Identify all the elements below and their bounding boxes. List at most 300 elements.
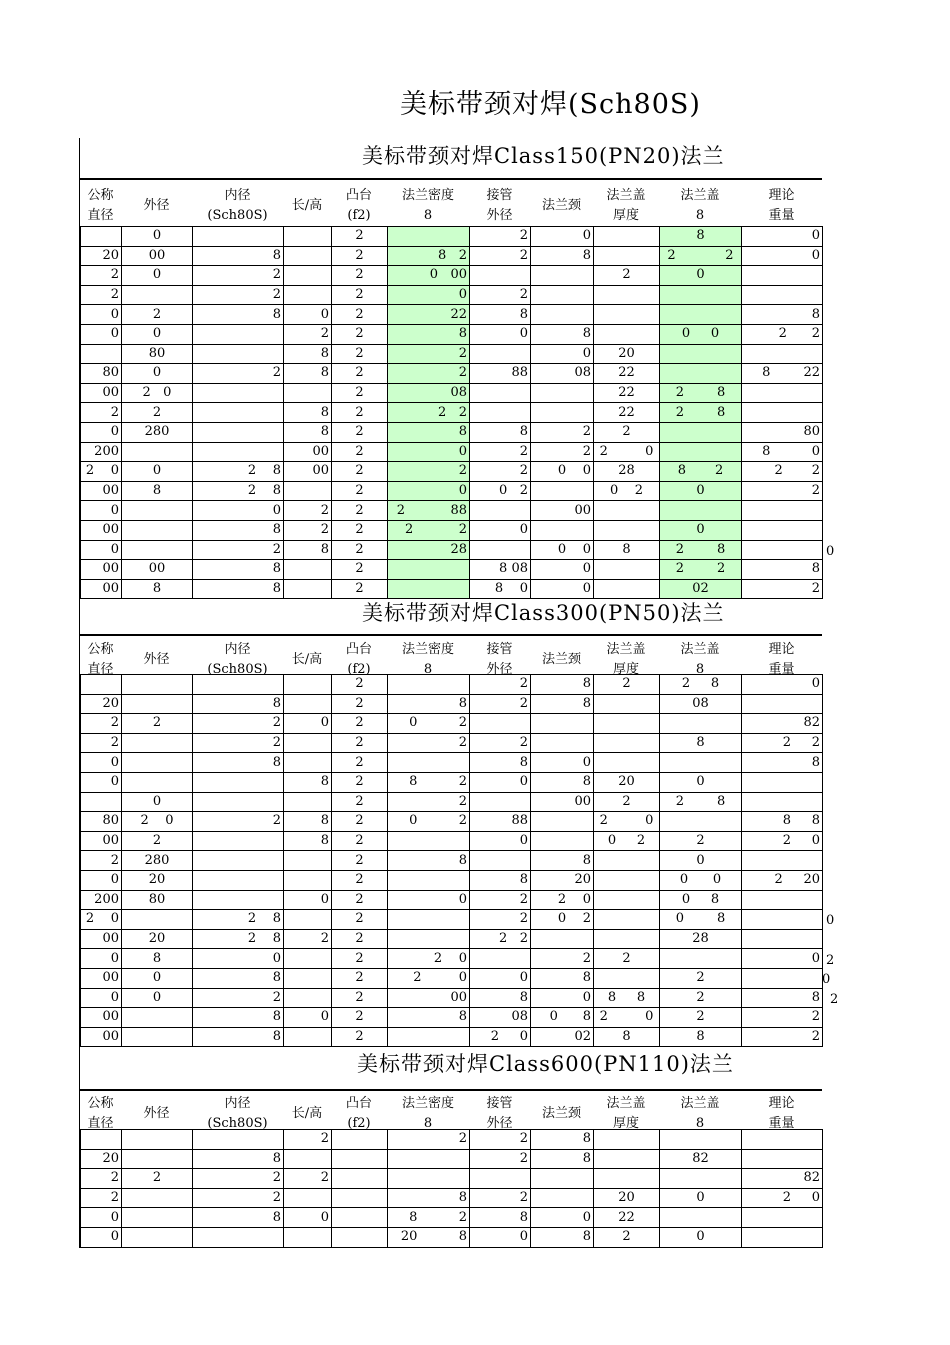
- table-cell: 2: [332, 540, 388, 560]
- table-cell: [594, 968, 660, 988]
- table-cell: 2: [193, 1169, 284, 1189]
- table-cell: [660, 1169, 742, 1189]
- table-cell: 2: [122, 403, 193, 423]
- table-cell: 2 8: [660, 403, 742, 423]
- table-cell: 2: [81, 1169, 122, 1189]
- table-cell: 0: [531, 1208, 594, 1228]
- table-cell: 2: [332, 968, 388, 988]
- table-cell: 8: [388, 1188, 470, 1208]
- table-cell: [660, 442, 742, 462]
- table-cell: [594, 560, 660, 580]
- table-cell: 08: [470, 1008, 531, 1028]
- table-cell: [388, 675, 470, 695]
- table-cell: 8: [594, 1027, 660, 1047]
- table-cell: 2: [470, 1149, 531, 1169]
- table-cell: 2: [81, 285, 122, 305]
- column-header-h6-line1: 法兰密度: [401, 642, 454, 657]
- table-cell: 2: [332, 1027, 388, 1047]
- table-cell: 80: [742, 422, 823, 442]
- table-cell: 20: [122, 870, 193, 890]
- table-cell: 0: [81, 422, 122, 442]
- table-row: [81, 851, 823, 871]
- table-cell: 00: [81, 1008, 122, 1028]
- table-cell: 2 0: [81, 910, 122, 930]
- table-cell: [388, 560, 470, 580]
- table-cell: 2: [388, 462, 470, 482]
- table-cell: [594, 501, 660, 521]
- table-cell: 0: [470, 831, 531, 851]
- table-cell: 2: [470, 462, 531, 482]
- column-header-h6-line1: 法兰密度: [401, 188, 454, 203]
- table-cell: 0: [81, 501, 122, 521]
- table-cell: 2: [470, 733, 531, 753]
- table-cell: [742, 383, 823, 403]
- table-cell: 00: [81, 560, 122, 580]
- table-cell: 2: [332, 910, 388, 930]
- table-cell: 8: [660, 1027, 742, 1047]
- table-cell: [660, 285, 742, 305]
- table-cell: 2 8: [193, 481, 284, 501]
- table-cell: [122, 1208, 193, 1228]
- table-cell: 00: [81, 383, 122, 403]
- table-cell: [81, 792, 122, 812]
- table-cell: 0: [122, 968, 193, 988]
- table-cell: 2: [332, 305, 388, 325]
- table-cell: 8: [742, 753, 823, 773]
- column-header-h10-line1: 法兰盖: [680, 1096, 720, 1111]
- table-cell: [284, 792, 332, 812]
- table-cell: [594, 929, 660, 949]
- table-cell: 2: [332, 753, 388, 773]
- table-cell: [193, 675, 284, 695]
- column-header-h10-line1: 法兰盖: [680, 642, 720, 657]
- table-cell: 8: [284, 540, 332, 560]
- table-cell: 2 8: [660, 540, 742, 560]
- table-cell: 280: [122, 422, 193, 442]
- table-cell: 2: [122, 831, 193, 851]
- table-cell: 200: [81, 442, 122, 462]
- table-row: [81, 910, 823, 930]
- table-row: [81, 890, 823, 910]
- table-cell: 00: [531, 792, 594, 812]
- table-cell: [531, 929, 594, 949]
- table-cell: [594, 733, 660, 753]
- table-cell: 2: [332, 383, 388, 403]
- table-cell: 2: [332, 501, 388, 521]
- table-cell: 2: [742, 579, 823, 599]
- table-cell: [193, 870, 284, 890]
- table-cell: 80: [122, 344, 193, 364]
- table-cell: 8: [531, 1149, 594, 1169]
- table-cell: [122, 910, 193, 930]
- table-cell: [332, 1130, 388, 1150]
- table-cell: [531, 831, 594, 851]
- table-cell: 8: [742, 988, 823, 1008]
- table-cell: [122, 520, 193, 540]
- table-cell: [388, 929, 470, 949]
- column-header-h1-line2: 直径: [87, 662, 114, 677]
- table-cell: 2: [332, 772, 388, 792]
- table-cell: 2: [742, 1008, 823, 1028]
- table-cell: 2 0: [388, 968, 470, 988]
- section-title-class300: 美标带颈对焊Class300(PN50)法兰: [362, 601, 725, 625]
- table-cell: 22: [594, 1208, 660, 1228]
- table-cell: [122, 753, 193, 773]
- table-cell: 8 0: [470, 579, 531, 599]
- table-cell: 00: [81, 481, 122, 501]
- table-cell: [660, 305, 742, 325]
- table-cell: 2: [332, 364, 388, 384]
- table-cell: [193, 422, 284, 442]
- table-cell: [284, 910, 332, 930]
- table-cell: [81, 344, 122, 364]
- table-cell: 2: [388, 733, 470, 753]
- table-row: [81, 266, 823, 286]
- table-cell: [742, 1227, 823, 1247]
- table-cell: 2: [660, 968, 742, 988]
- table-cell: 2: [332, 266, 388, 286]
- table-cell: 0: [122, 462, 193, 482]
- table-cell: 2: [332, 929, 388, 949]
- table-cell: [122, 442, 193, 462]
- table-cell: [742, 890, 823, 910]
- table-cell: 0: [660, 1188, 742, 1208]
- table-row: [81, 560, 823, 580]
- table-cell: 8: [531, 968, 594, 988]
- table-cell: 82: [742, 1169, 823, 1189]
- table-cell: 2: [332, 949, 388, 969]
- table-cell: 2 8: [193, 910, 284, 930]
- table-cell: 20: [81, 1149, 122, 1169]
- table-cell: 0: [122, 364, 193, 384]
- table-cell: [742, 285, 823, 305]
- table-cell: 2: [332, 812, 388, 832]
- table-cell: 8: [193, 579, 284, 599]
- table-cell: 0: [742, 227, 823, 247]
- table-cell: 8: [594, 540, 660, 560]
- table-cell: 8: [193, 305, 284, 325]
- table-cell: 2 0: [470, 1027, 531, 1047]
- table-cell: 8 2: [660, 462, 742, 482]
- table-cell: 2 88: [388, 501, 470, 521]
- table-cell: 2: [531, 949, 594, 969]
- table-cell: [660, 949, 742, 969]
- table-cell: 0 2: [388, 714, 470, 734]
- table-cell: 8: [193, 520, 284, 540]
- table-cell: 0: [660, 1227, 742, 1247]
- table-cell: [660, 714, 742, 734]
- table-cell: 8: [193, 560, 284, 580]
- table-cell: 0: [388, 890, 470, 910]
- table-cell: 2: [332, 694, 388, 714]
- table-cell: [81, 227, 122, 247]
- table-cell: 2: [332, 344, 388, 364]
- table-cell: 22: [388, 305, 470, 325]
- table-cell: 8 08: [470, 560, 531, 580]
- section-divider: [79, 634, 822, 636]
- table-cell: 2 2: [742, 324, 823, 344]
- table-cell: 0 2: [594, 831, 660, 851]
- table-cell: 8 8: [594, 988, 660, 1008]
- table-cell: [660, 501, 742, 521]
- column-header-h8-line1: 法兰颈: [541, 198, 581, 213]
- table-row: [81, 988, 823, 1008]
- table-cell: 2: [470, 910, 531, 930]
- column-header-h11-line1: 理论: [768, 188, 795, 203]
- column-header-h10-line2: 8: [695, 208, 705, 223]
- table-cell: 2: [332, 988, 388, 1008]
- table-row: [81, 1149, 823, 1169]
- table-cell: 20: [594, 772, 660, 792]
- column-header-h4-line1: 长/高: [291, 652, 323, 667]
- table-cell: 20: [594, 1188, 660, 1208]
- table-cell: [742, 929, 823, 949]
- table-cell: 08: [531, 364, 594, 384]
- table-cell: 0 00: [388, 266, 470, 286]
- table-cell: 200: [81, 890, 122, 910]
- table-row: [81, 968, 823, 988]
- table-cell: [594, 1169, 660, 1189]
- table-cell: [284, 481, 332, 501]
- table-cell: 0: [388, 442, 470, 462]
- table-cell: 2 0: [81, 462, 122, 482]
- table-cell: [122, 1130, 193, 1150]
- table-cell: 82: [660, 1149, 742, 1169]
- column-header-h7-line2: 外径: [486, 208, 513, 223]
- table-row: [81, 1027, 823, 1047]
- table-cell: [742, 403, 823, 423]
- table-cell: 8: [531, 1227, 594, 1247]
- table-cell: [193, 442, 284, 462]
- section-divider: [79, 1089, 822, 1091]
- table-cell: 2 0: [742, 831, 823, 851]
- table-cell: 8 22: [742, 364, 823, 384]
- table-cell: 0 8: [531, 1008, 594, 1028]
- table-cell: 0: [81, 305, 122, 325]
- table-cell: 0: [81, 949, 122, 969]
- table-cell: 20 8: [388, 1227, 470, 1247]
- table-cell: [742, 694, 823, 714]
- table-cell: [193, 851, 284, 871]
- table-cell: [388, 1169, 470, 1189]
- column-header-h5-line2: (f2): [347, 208, 371, 223]
- table-row: [81, 949, 823, 969]
- table-row: [81, 694, 823, 714]
- table-row: [81, 812, 823, 832]
- table-cell: 2 8: [660, 675, 742, 695]
- column-header-h3-line1: 内径: [224, 642, 251, 657]
- table-cell: [284, 675, 332, 695]
- table-cell: [660, 344, 742, 364]
- table-cell: 2: [470, 890, 531, 910]
- table-cell: 2: [332, 831, 388, 851]
- table-row: [81, 1008, 823, 1028]
- table-cell: [193, 1227, 284, 1247]
- table-cell: 8: [470, 305, 531, 325]
- table-row: [81, 324, 823, 344]
- table-cell: [531, 266, 594, 286]
- table-cell: [594, 520, 660, 540]
- table-cell: [284, 1188, 332, 1208]
- table-cell: 8: [284, 364, 332, 384]
- table-cell: 8 8: [742, 812, 823, 832]
- table-cell: [81, 1130, 122, 1150]
- table-cell: [470, 540, 531, 560]
- column-header-h11-line2: 重量: [768, 1116, 795, 1131]
- table-cell: [193, 344, 284, 364]
- column-header-h1-line1: 公称: [87, 1096, 114, 1111]
- table-cell: 0: [531, 344, 594, 364]
- table-cell: 20: [594, 344, 660, 364]
- table-cell: 2: [470, 1188, 531, 1208]
- table-cell: [531, 520, 594, 540]
- table-cell: [594, 227, 660, 247]
- table-cell: [470, 792, 531, 812]
- table-cell: 8: [531, 246, 594, 266]
- column-header-h4-line1: 长/高: [291, 198, 323, 213]
- table-cell: [332, 1188, 388, 1208]
- table-cell: 2 2: [742, 733, 823, 753]
- table-cell: [742, 792, 823, 812]
- table-row: [81, 364, 823, 384]
- table-cell: 00: [284, 442, 332, 462]
- table-cell: 80: [122, 890, 193, 910]
- table-cell: [284, 266, 332, 286]
- table-cell: 0: [81, 540, 122, 560]
- table-cell: 8: [470, 422, 531, 442]
- table-cell: [332, 1169, 388, 1189]
- table-cell: [594, 694, 660, 714]
- table-cell: [284, 227, 332, 247]
- table-cell: [531, 714, 594, 734]
- table-cell: [470, 1169, 531, 1189]
- column-header-h1-line2: 直径: [87, 208, 114, 223]
- table-row: [81, 579, 823, 599]
- data-table-class300: [80, 674, 823, 1047]
- table-cell: 0: [122, 988, 193, 1008]
- table-cell: [594, 285, 660, 305]
- table-cell: 2: [332, 851, 388, 871]
- table-row: [81, 870, 823, 890]
- table-cell: 2: [470, 285, 531, 305]
- table-cell: [284, 870, 332, 890]
- table-cell: 2 0: [742, 1188, 823, 1208]
- table-cell: 8: [470, 870, 531, 890]
- table-cell: 88: [470, 812, 531, 832]
- table-cell: [193, 772, 284, 792]
- table-cell: 0: [742, 675, 823, 695]
- column-header-h11-line1: 理论: [768, 642, 795, 657]
- table-cell: 0: [531, 988, 594, 1008]
- table-cell: 2: [81, 714, 122, 734]
- table-row: [81, 753, 823, 773]
- table-cell: [193, 227, 284, 247]
- table-cell: 280: [122, 851, 193, 871]
- table-cell: 0: [284, 1208, 332, 1228]
- table-cell: [284, 560, 332, 580]
- table-cell: 0: [284, 1008, 332, 1028]
- table-cell: [470, 501, 531, 521]
- table-cell: [470, 949, 531, 969]
- table-cell: [284, 1027, 332, 1047]
- table-cell: [742, 540, 823, 560]
- column-header-h9-line1: 法兰盖: [606, 188, 646, 203]
- table-cell: 2 20: [742, 870, 823, 890]
- column-header-h1-line2: 直径: [87, 1116, 114, 1131]
- table-cell: 8: [470, 1208, 531, 1228]
- table-cell: 0: [531, 579, 594, 599]
- table-cell: 8 0: [742, 442, 823, 462]
- table-cell: 00: [81, 1027, 122, 1047]
- table-cell: [122, 1008, 193, 1028]
- table-cell: [470, 344, 531, 364]
- data-table-class150: [80, 226, 823, 599]
- table-row: [81, 462, 823, 482]
- table-cell: 0: [81, 870, 122, 890]
- table-cell: 2 2: [470, 929, 531, 949]
- table-cell: 2: [193, 988, 284, 1008]
- table-cell: 0: [660, 851, 742, 871]
- table-cell: 2: [332, 246, 388, 266]
- table-cell: [742, 1208, 823, 1228]
- column-header-h7-line2: 外径: [486, 662, 513, 677]
- table-cell: 2: [81, 266, 122, 286]
- table-cell: 2 0: [531, 890, 594, 910]
- table-cell: 2: [332, 1008, 388, 1028]
- table-cell: [594, 851, 660, 871]
- table-cell: [742, 851, 823, 871]
- overflow-cell: 0: [826, 544, 835, 559]
- table-row: [81, 305, 823, 325]
- table-cell: 00: [284, 462, 332, 482]
- table-cell: 00: [81, 831, 122, 851]
- table-cell: [594, 579, 660, 599]
- table-cell: 8: [531, 324, 594, 344]
- table-cell: 0: [660, 520, 742, 540]
- table-cell: 08: [660, 694, 742, 714]
- table-cell: 20: [531, 870, 594, 890]
- table-cell: [122, 772, 193, 792]
- table-cell: 0 8: [660, 890, 742, 910]
- table-cell: [284, 968, 332, 988]
- table-cell: 02: [531, 1027, 594, 1047]
- table-cell: [284, 285, 332, 305]
- table-cell: 8: [122, 481, 193, 501]
- column-header-h7-line1: 接管: [486, 188, 513, 203]
- table-cell: 2: [122, 714, 193, 734]
- table-cell: 2: [284, 324, 332, 344]
- table-cell: [742, 520, 823, 540]
- table-cell: [122, 285, 193, 305]
- table-row: [81, 1208, 823, 1228]
- table-cell: [742, 1130, 823, 1150]
- table-cell: 0: [122, 266, 193, 286]
- table-cell: 8: [193, 1008, 284, 1028]
- table-cell: 82: [742, 714, 823, 734]
- table-cell: 2 0: [122, 812, 193, 832]
- table-cell: 22: [594, 403, 660, 423]
- table-cell: 8: [470, 753, 531, 773]
- table-cell: [470, 266, 531, 286]
- table-cell: 22: [594, 364, 660, 384]
- column-header-h9-line1: 法兰盖: [606, 1096, 646, 1111]
- table-cell: 00: [81, 520, 122, 540]
- table-cell: 0: [81, 1208, 122, 1228]
- table-cell: 8: [388, 694, 470, 714]
- table-cell: 2: [332, 442, 388, 462]
- table-cell: [388, 831, 470, 851]
- column-header-h5-line1: 凸台: [345, 1096, 372, 1111]
